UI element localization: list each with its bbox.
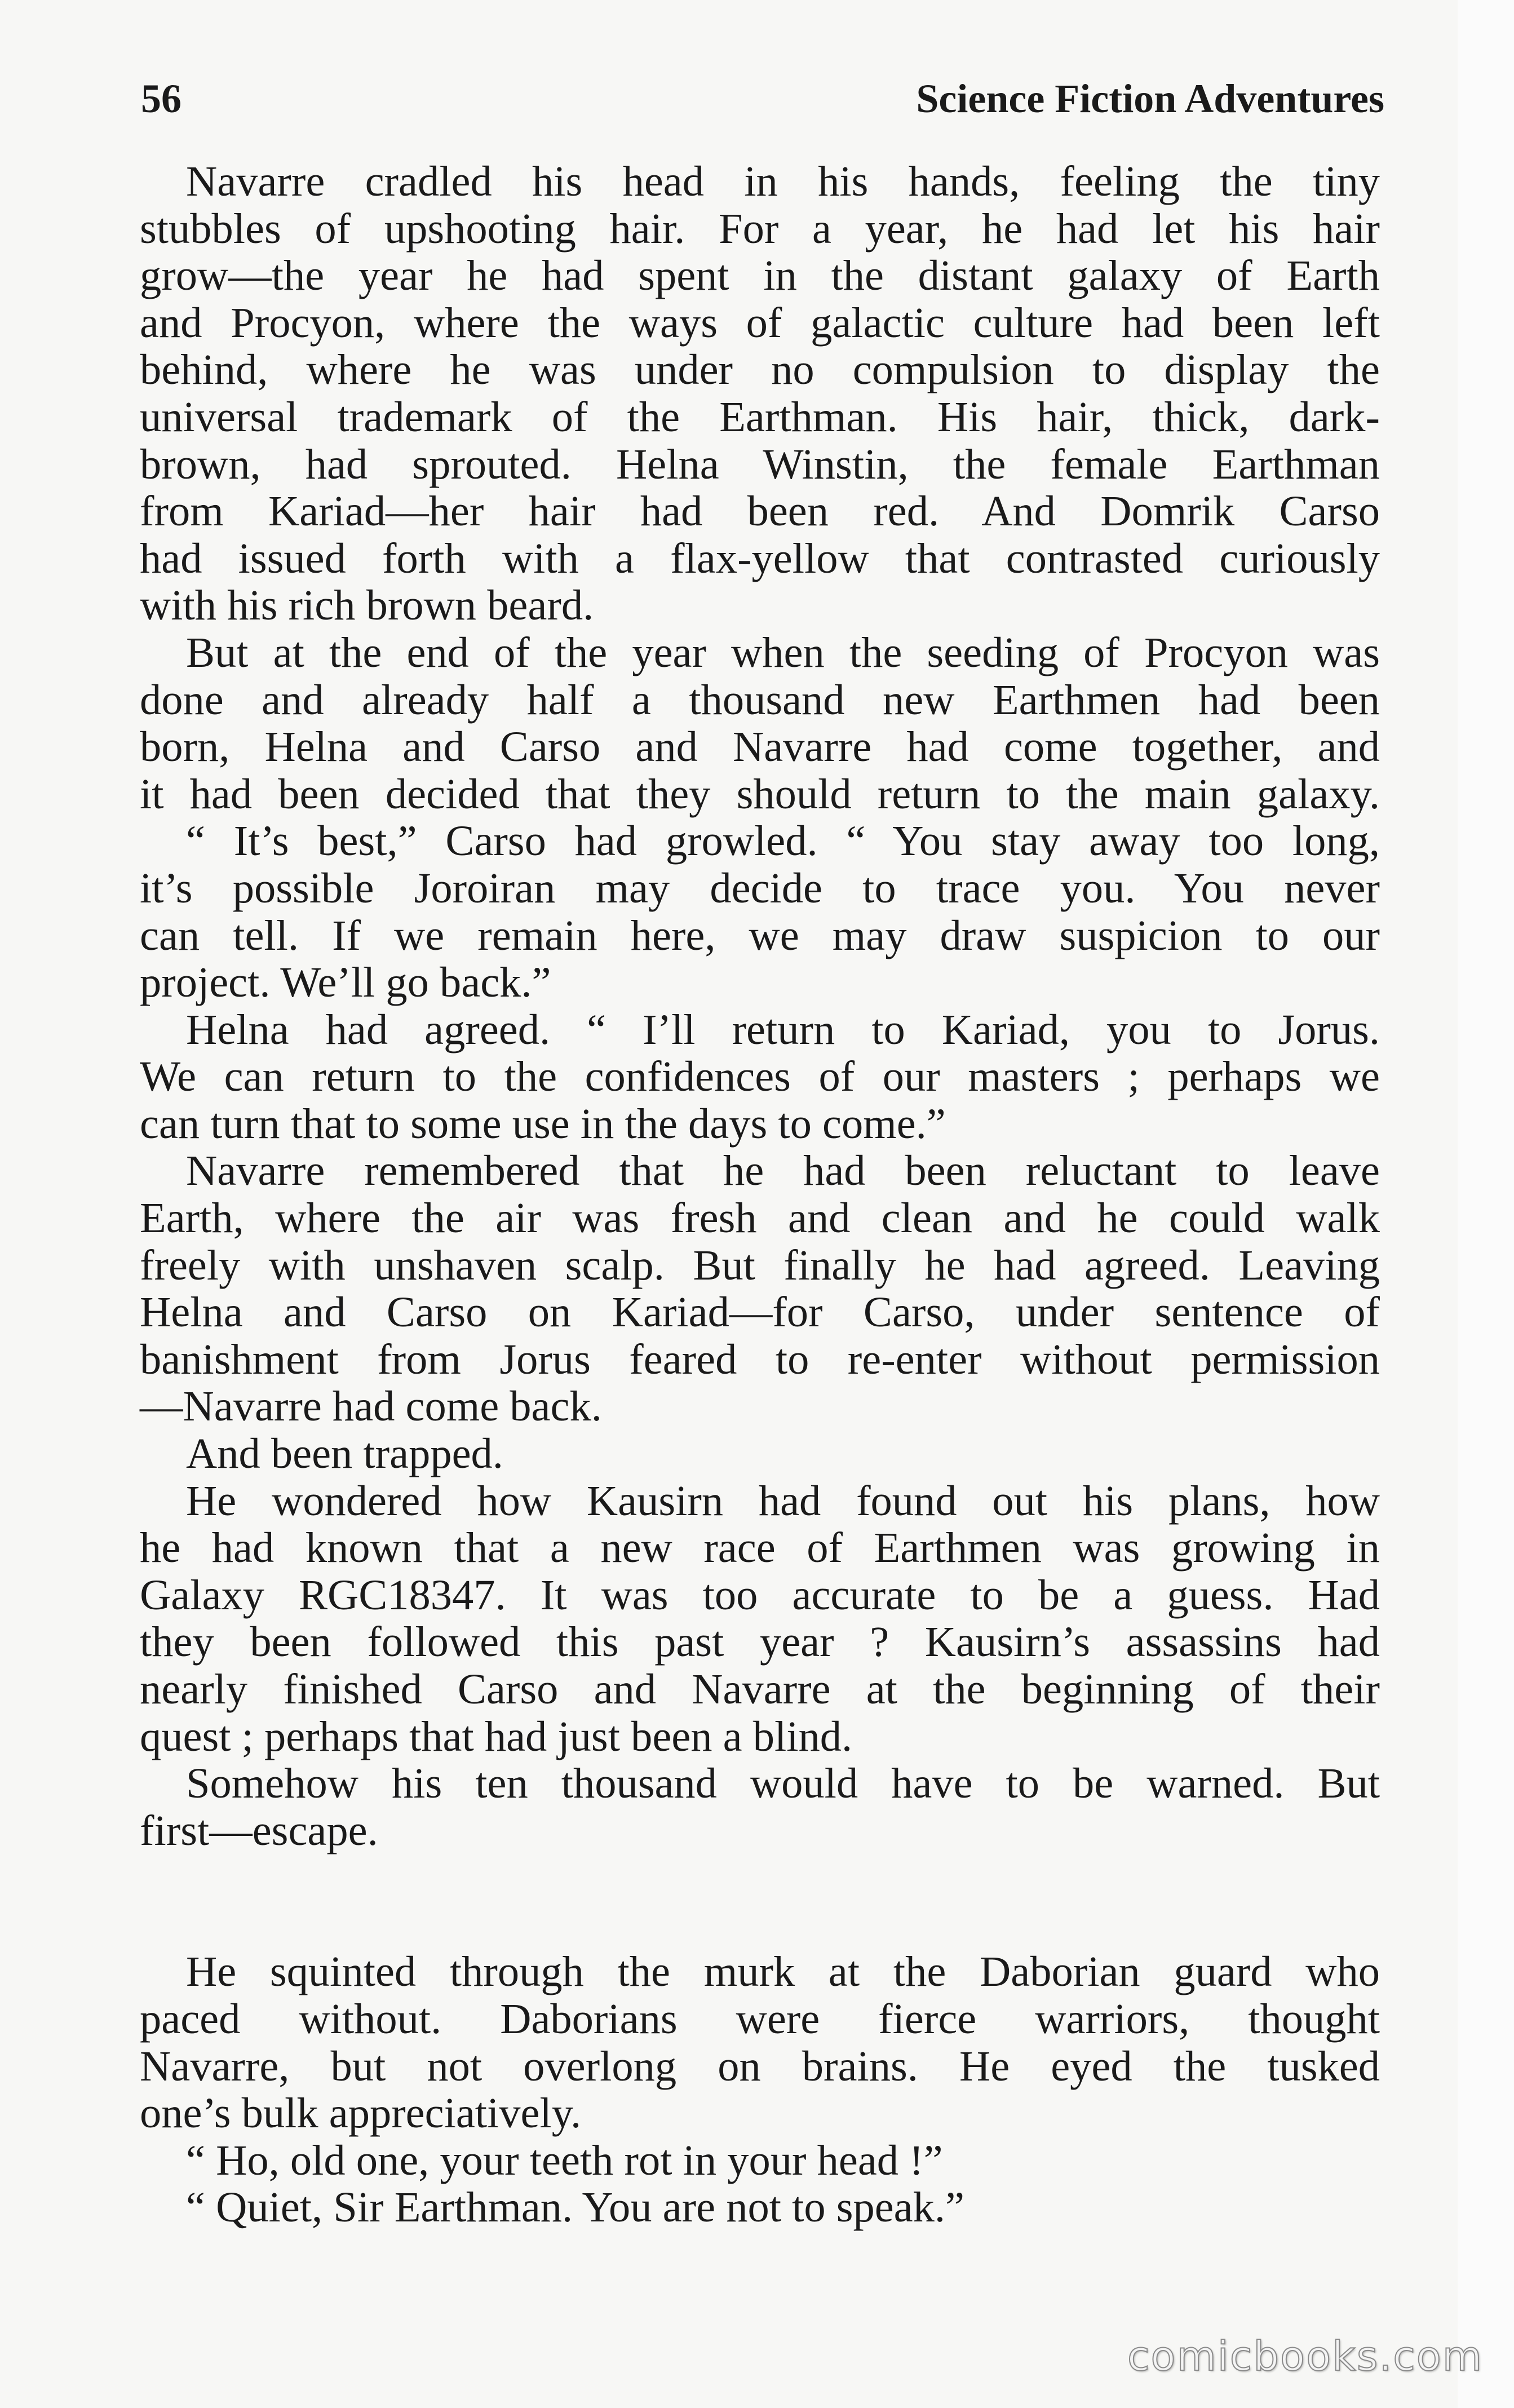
page-number: 56	[141, 76, 181, 121]
text-line: paced without. Daborians were fierce warriors, thought	[140, 1994, 1380, 2043]
text-line: can tell. If we remain here, we may draw suspicion to our	[140, 911, 1380, 959]
text-line: freely with unshaven scalp. But finally he had agreed. Leaving	[140, 1241, 1380, 1289]
text-line: first—escape.	[140, 1806, 378, 1854]
page-edge	[1458, 0, 1514, 2408]
text-line: “ Quiet, Sir Earthman. You are not to speak.”	[186, 2183, 964, 2232]
text-line: Earth, where the air was fresh and clean and he could walk	[140, 1194, 1380, 1242]
text-line: with his rich brown beard.	[140, 581, 594, 630]
text-line: Navarre remembered that he had been reluctant to leave	[186, 1147, 1380, 1195]
text-line: it’s possible Joroiran may decide to trace you. You never	[140, 864, 1380, 912]
text-line: brown, had sprouted. Helna Winstin, the female Earthman	[140, 440, 1380, 488]
text-line: Somehow his ten thousand would have to be warned. But	[186, 1759, 1380, 1808]
text-line: nearly finished Carso and Navarre at the beginning of their	[140, 1665, 1380, 1713]
text-line: stubbles of upshooting hair. For a year, he had let his hair	[140, 204, 1380, 253]
text-line: banishment from Jorus feared to re-enter without permission	[140, 1335, 1380, 1383]
text-line: born, Helna and Carso and Navarre had come together, and	[140, 723, 1380, 771]
text-line: had issued forth with a flax-yellow that contrasted curiously	[140, 534, 1380, 582]
text-line: and Procyon, where the ways of galactic culture had been left	[140, 298, 1380, 347]
text-line: And been trapped.	[186, 1429, 503, 1478]
text-line: Navarre cradled his head in his hands, feeling the tiny	[186, 157, 1380, 205]
text-line: done and already half a thousand new Earthmen had been	[140, 675, 1380, 724]
text-line: quest ; perhaps that had just been a blind.	[140, 1712, 853, 1760]
text-line: behind, where he was under no compulsion to display the	[140, 346, 1380, 394]
text-line: can turn that to some use in the days to come.”	[140, 1099, 946, 1148]
running-title: Science Fiction Adventures	[916, 76, 1384, 121]
text-line: He wondered how Kausirn had found out his plans, how	[186, 1476, 1380, 1525]
body-text	[140, 158, 1380, 2231]
text-line: —Navarre had come back.	[140, 1382, 602, 1431]
text-line: it had been decided that they should return to the main galaxy.	[140, 769, 1380, 818]
text-line: We can return to the confidences of our masters ; perhaps we	[140, 1052, 1380, 1101]
watermark: comicbooks.com	[1127, 2332, 1483, 2380]
text-line: “ It’s best,” Carso had growled. “ You stay away too long,	[186, 817, 1380, 865]
text-line: Navarre, but not overlong on brains. He eyed the tusked	[140, 2042, 1380, 2090]
text-line: Galaxy RGC18347. It was too accurate to be a guess. Had	[140, 1570, 1380, 1619]
text-line: grow—the year he had spent in the distant galaxy of Earth	[140, 251, 1380, 300]
text-line: Helna had agreed. “ I’ll return to Kariad, you to Jorus.	[186, 1005, 1380, 1054]
text-line: he had known that a new race of Earthmen was growing in	[140, 1524, 1380, 1572]
text-line: from Kariad—her hair had been red. And Domrik Carso	[140, 487, 1380, 535]
page-header	[141, 68, 1384, 130]
text-line: He squinted through the murk at the Daborian guard who	[186, 1947, 1380, 1996]
text-line: universal trademark of the Earthman. His hair, thick, dark-	[140, 392, 1380, 441]
text-line: But at the end of the year when the seeding of Procyon was	[186, 628, 1380, 676]
text-line: Helna and Carso on Kariad—for Carso, under sentence of	[140, 1288, 1380, 1336]
section-break	[140, 1854, 1380, 1948]
text-line: “ Ho, old one, your teeth rot in your head !”	[186, 2136, 943, 2184]
text-line: they been followed this past year ? Kausirn’s assassins had	[140, 1618, 1380, 1666]
text-line: one’s bulk appreciatively.	[140, 2089, 582, 2137]
text-line: project. We’ll go back.”	[140, 958, 551, 1007]
